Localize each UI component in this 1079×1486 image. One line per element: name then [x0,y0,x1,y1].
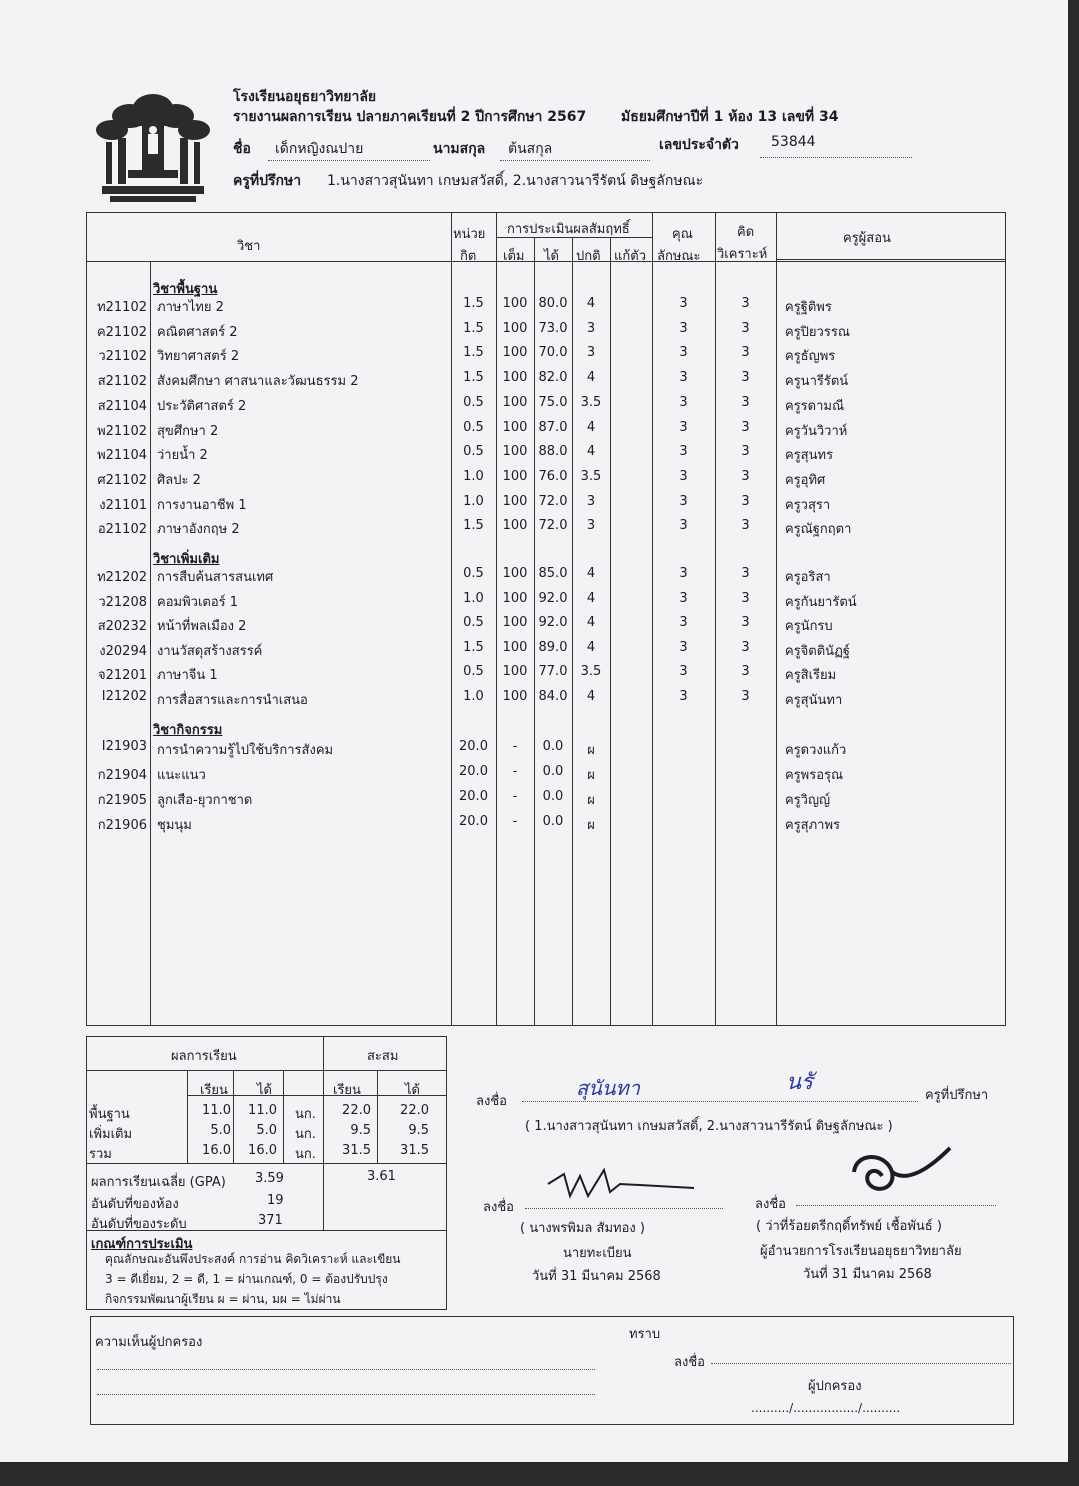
teacher: ครูวสุรา [785,497,831,513]
header-normal: ปกติ [576,249,601,264]
summary-row [87,1123,446,1143]
subject-name: ภาษาอังกฤษ 2 [157,522,240,538]
full-score: 100 [502,639,528,655]
director-role: ผู้อำนวยการโรงเรียนอยุธยาวิทยาลัย [760,1244,962,1259]
rank-room-label: อันดับที่ของห้อง [91,1197,179,1212]
summary-label: พื้นฐาน [89,1107,130,1122]
report-title: รายงานผลการเรียน ปลายภาคเรียนที่ 2 ปีการศึกษา 2567 [233,109,587,125]
teacher: ครูนารีรัตน์ [785,374,849,390]
student-name: เด็กหญิงณปาย [275,141,364,157]
table-row [87,494,1005,514]
parent-role: ผู้ปกครอง [808,1379,862,1394]
characteristic: 3 [679,320,688,336]
teacher: ครูอุทิศ [785,472,826,488]
teacher: ครูสิเรียม [785,668,837,684]
subject-code: ท21102 [97,300,147,315]
grade: 4 [586,566,596,581]
summary-unit: นก. [295,1127,316,1142]
score: 73.0 [538,320,568,336]
analytical-thinking: 3 [741,493,750,509]
table-row [87,444,1005,464]
subject-code: ว21102 [98,349,147,365]
header-teacher: ครูผู้สอน [843,231,891,246]
summary-got: 5.0 [256,1123,277,1138]
score: 0.0 [542,814,564,829]
characteristic: 3 [679,345,688,361]
subject-name: ภาษาไทย 2 [157,300,224,315]
characteristic: 3 [679,689,688,704]
characteristic: 3 [679,664,688,680]
summary-got-header: ได้ [257,1083,272,1098]
credit: 0.5 [463,444,484,460]
parent-date: ........../................./.......... [751,1401,901,1415]
credit: 1.5 [463,639,484,655]
header-unit-2: กิต [460,249,477,264]
score: 92.0 [538,615,568,631]
subject-name: ว่ายน้ำ 2 [157,448,208,464]
full-score: 100 [502,566,528,581]
parent-ack: ทราบ [629,1327,661,1342]
teacher: ครูสุภาพร [785,818,841,833]
school-name: โรงเรียนอยุธยาวิทยาลัย [233,89,377,105]
registrar-date: วันที่ 31 มีนาคม 2568 [532,1269,661,1284]
subject-name: การสื่อสารและการนำเสนอ [157,693,308,708]
registrar-sign-label: ลงชื่อ [483,1200,514,1215]
characteristic: 3 [679,493,688,509]
table-row [87,566,1005,586]
teacher: ครูสุนันทา [785,693,843,708]
summary-acc-got-header: ได้ [405,1083,420,1098]
advisor-sign-label: ลงชื่อ [476,1094,507,1109]
teacher: ครูธัญพร [785,349,836,365]
score: 76.0 [538,468,568,484]
summary-acc-study: 22.0 [342,1103,371,1118]
table-row [87,345,1005,365]
teacher: ครูพรอรุณ [785,768,844,783]
criteria-title: เกณฑ์การประเมิน [91,1237,193,1252]
subject-name: หน้าที่พลเมือง 2 [157,619,247,635]
summary-result-header: ผลการเรียน [171,1049,237,1064]
grade: 4 [586,590,596,606]
advisor-signature-2: นรั [786,1070,813,1095]
table-row [87,689,1005,709]
score: 92.0 [538,590,568,606]
summary-acc-got: 22.0 [400,1103,429,1118]
summary-acc-got: 9.5 [408,1123,429,1138]
full-score: 100 [502,615,528,631]
subject-code: I21202 [101,689,147,704]
header-think-1: คิด [737,225,755,240]
grade: 3 [586,345,596,361]
grade: 4 [586,370,596,386]
subject-name: ศิลปะ 2 [157,472,201,488]
score: 77.0 [538,664,568,680]
header-full: เต็ม [503,249,525,264]
criteria-line-3: กิจกรรมพัฒนาผู้เรียน ผ = ผ่าน, มผ = ไม่ผ่าน [105,1292,341,1306]
director-sign-label: ลงชื่อ [755,1197,786,1212]
teacher: ครูวันวิวาห์ [785,423,848,439]
parent-comment-box [90,1316,1014,1425]
credit: 1.5 [463,320,484,336]
section-extra: วิชาเพิ่มเติม [153,552,220,567]
school-logo-icon [92,86,214,208]
analytical-thinking: 3 [741,444,750,460]
criteria-line-1: คุณลักษณะอันพึงประสงค์ การอ่าน คิดวิเคราะห์ และเขียน [105,1252,401,1266]
registrar-name: ( นางพรพิมล สัมทอง ) [520,1221,645,1236]
summary-study: 16.0 [202,1143,231,1158]
table-row [87,739,1005,759]
grade: 4 [586,615,596,631]
score: 80.0 [538,296,568,311]
score: 75.0 [538,394,568,410]
subject-code: ง21101 [99,497,147,513]
header-subject: วิชา [237,239,261,254]
subject-code: อ21102 [97,522,147,538]
score: 82.0 [538,370,568,386]
credit: 0.5 [463,566,484,581]
summary-study-header: เรียน [200,1083,228,1098]
grade: 4 [586,296,596,311]
subject-name: การนำความรู้ไปใช้บริการสังคม [157,743,334,758]
characteristic: 3 [679,444,688,460]
table-row [87,640,1005,660]
score: 84.0 [538,689,568,704]
teacher: ครูปิยวรรณ [785,324,850,340]
student-id: 53844 [771,134,816,150]
grade: ผ [587,818,595,833]
subject-name: ประวัติศาสตร์ 2 [157,398,247,414]
summary-unit: นก. [295,1147,316,1162]
analytical-thinking: 3 [741,320,750,336]
full-score: 100 [502,370,528,386]
credit: 20.0 [459,814,488,829]
characteristic: 3 [679,639,688,655]
subject-name: งานวัสดุสร้างสรรค์ [157,643,263,659]
score: 87.0 [538,419,568,435]
subject-code: ส21104 [97,398,147,414]
header-char-2: ลักษณะ [657,249,701,264]
advisor-signature-names: ( 1.นางสาวสุนันทา เกษมสวัสดิ์, 2.นางสาวนารีรัตน์ ดิษฐลักษณะ ) [525,1119,893,1134]
teacher: ครูกันยารัตน์ [785,594,857,610]
credit: 0.5 [463,615,484,631]
grade: 3.5 [580,664,602,680]
table-row [87,420,1005,440]
analytical-thinking: 3 [741,345,750,361]
table-row [87,664,1005,684]
subject-code: ศ21102 [97,472,147,488]
registrar-signature-icon [544,1162,704,1206]
characteristic: 3 [679,566,688,581]
score: 88.0 [538,444,568,460]
analytical-thinking: 3 [741,639,750,655]
summary-study: 5.0 [210,1123,231,1138]
teacher: ครูรดามณี [785,398,845,414]
full-score: 100 [502,518,528,534]
student-surname: ต้นสกุล [508,141,553,157]
header-fix: แก้ตัว [614,249,646,264]
full-score: 100 [502,689,528,704]
credit: 1.5 [463,296,484,311]
summary-accum-header: สะสม [367,1049,399,1064]
credit: 1.0 [463,590,484,606]
subject-code: พ21102 [97,423,147,439]
director-signature-icon [846,1142,966,1204]
full-score: 100 [502,590,528,606]
full-score: 100 [502,444,528,460]
subject-name: ภาษาจีน 1 [157,668,218,684]
grade: 4 [586,639,596,655]
characteristic: 3 [679,468,688,484]
full-score: - [512,739,518,754]
credit: 1.0 [463,493,484,509]
teacher: ครูอริสา [785,570,831,585]
subject-name: แนะแนว [157,768,206,783]
credit: 1.0 [463,468,484,484]
parent-sign-label: ลงชื่อ [674,1355,705,1370]
teacher: ครูณัฐกฤตา [785,522,852,538]
grade: ผ [587,768,595,783]
full-score: 100 [502,493,528,509]
teacher: ครูจิตตินัฏฐ์ [785,643,850,659]
full-score: - [512,814,518,829]
full-score: 100 [502,468,528,484]
summary-acc-got: 31.5 [400,1143,429,1158]
analytical-thinking: 3 [741,518,750,534]
teacher: ครูวิญญ์ [785,793,831,808]
summary-acc-study-header: เรียน [333,1083,361,1098]
subject-name: คณิตศาสตร์ 2 [157,324,238,340]
table-row [87,370,1005,390]
grade: 3.5 [580,394,602,410]
advisor-names: 1.นางสาวสุนันทา เกษมสวัสดิ์, 2.นางสาวนารีรัตน์ ดิษฐลักษณะ [327,173,704,189]
teacher: ครูสุนทร [785,448,834,464]
subject-name: ชุมนุม [157,818,192,833]
analytical-thinking: 3 [741,664,750,680]
analytical-thinking: 3 [741,468,750,484]
summary-box [86,1036,447,1310]
subject-name: การสืบค้นสารสนเทศ [157,570,274,585]
characteristic: 3 [679,370,688,386]
credit: 20.0 [459,764,488,779]
full-score: 100 [502,394,528,410]
header-char-1: คุณ [672,227,693,242]
registrar-role: นายทะเบียน [563,1246,632,1261]
subject-code: ง20294 [99,643,147,659]
subject-name: วิทยาศาสตร์ 2 [157,349,240,365]
subject-code: ก21906 [97,818,147,833]
grades-table [86,212,1006,1026]
parent-comment-label: ความเห็นผู้ปกครอง [95,1335,203,1350]
full-score: 100 [502,320,528,336]
analytical-thinking: 3 [741,394,750,410]
gpa-label: ผลการเรียนเฉลี่ย (GPA) [91,1175,226,1190]
score: 0.0 [542,739,564,754]
subject-code: ค21102 [96,324,147,340]
table-row [87,395,1005,415]
teacher: ครูดวงแก้ว [785,743,847,758]
rank-room-value: 19 [267,1193,284,1208]
credit: 0.5 [463,419,484,435]
table-row [87,321,1005,341]
credit: 1.0 [463,689,484,704]
analytical-thinking: 3 [741,419,750,435]
summary-acc-study: 9.5 [350,1123,371,1138]
characteristic: 3 [679,615,688,631]
summary-row [87,1143,446,1163]
analytical-thinking: 3 [741,566,750,581]
credit: 1.5 [463,370,484,386]
criteria-line-2: 3 = ดีเยี่ยม, 2 = ดี, 1 = ผ่านเกณฑ์, 0 = ต้องปรับปรุง [105,1272,388,1286]
credit: 0.5 [463,394,484,410]
advisor-signature-1: สุนันทา [576,1076,640,1100]
score: 72.0 [538,493,568,509]
subject-code: ว21208 [98,594,147,610]
id-label: เลขประจำตัว [659,137,739,153]
table-row [87,296,1005,316]
characteristic: 3 [679,296,688,311]
score: 0.0 [542,789,564,804]
full-score: 100 [502,419,528,435]
summary-acc-study: 31.5 [342,1143,371,1158]
advisor-label: ครูที่ปรึกษา [233,173,302,189]
score: 0.0 [542,764,564,779]
subject-code: จ21201 [98,668,147,684]
full-score: - [512,764,518,779]
full-score: 100 [502,664,528,680]
analytical-thinking: 3 [741,296,750,311]
score: 85.0 [538,566,568,581]
grade: 3 [586,320,596,336]
analytical-thinking: 3 [741,590,750,606]
grade: ผ [587,793,595,808]
summary-got: 11.0 [248,1103,277,1118]
subject-code: ส20232 [97,619,147,635]
score: 89.0 [538,639,568,655]
class-info: มัธยมศึกษาปีที่ 1 ห้อง 13 เลขที่ 34 [621,109,839,125]
credit: 0.5 [463,664,484,680]
table-row [87,591,1005,611]
subject-code: I21903 [101,739,147,754]
full-score: 100 [502,345,528,361]
section-basic: วิชาพื้นฐาน [153,282,218,297]
subject-code: พ21104 [97,448,147,464]
full-score: - [512,789,518,804]
credit: 20.0 [459,789,488,804]
subject-name: ลูกเสือ-ยุวกาชาด [157,793,253,808]
header-assessment: การประเมินผลสัมฤทธิ์ [507,222,630,237]
characteristic: 3 [679,419,688,435]
teacher: ครูฐิติพร [785,300,832,315]
table-row [87,469,1005,489]
subject-code: ท21202 [97,570,147,585]
name-label: ชื่อ [233,141,251,157]
advisor-role: ครูที่ปรึกษา [925,1088,989,1103]
grade: 3 [586,493,596,509]
grade: 4 [586,419,596,435]
header-unit-1: หน่วย [453,227,486,242]
full-score: 100 [502,296,528,311]
analytical-thinking: 3 [741,370,750,386]
analytical-thinking: 3 [741,689,750,704]
grade: 4 [586,689,596,704]
subject-code: ส21102 [97,374,147,390]
summary-label: เพิ่มเติม [89,1127,133,1142]
characteristic: 3 [679,518,688,534]
grade: ผ [587,743,595,758]
table-row [87,789,1005,809]
teacher: ครูนักรบ [785,619,833,635]
table-row [87,814,1005,834]
gpa-value: 3.59 [255,1171,284,1186]
gpa-accum-value: 3.61 [367,1169,396,1184]
table-row [87,615,1005,635]
credit: 1.5 [463,518,484,534]
surname-label: นามสกุล [433,141,486,157]
director-name: ( ว่าที่ร้อยตรีกฤดิ์ทรัพย์ เชื้อพันธ์ ) [756,1219,942,1234]
rank-level-label: อันดับที่ของระดับ [91,1217,187,1232]
summary-label: รวม [89,1147,112,1162]
table-row [87,764,1005,784]
grade: 4 [586,444,596,460]
table-row [87,518,1005,538]
summary-study: 11.0 [202,1103,231,1118]
subject-name: สุขศึกษา 2 [157,423,219,439]
credit: 1.5 [463,345,484,361]
characteristic: 3 [679,590,688,606]
subject-name: คอมพิวเตอร์ 1 [157,594,239,610]
summary-got: 16.0 [248,1143,277,1158]
section-activity: วิชากิจกรรม [153,723,223,738]
header-think-2: วิเคราะห์ [717,247,768,262]
score: 70.0 [538,345,568,361]
analytical-thinking: 3 [741,615,750,631]
characteristic: 3 [679,394,688,410]
subject-code: ก21905 [97,793,147,808]
credit: 20.0 [459,739,488,754]
score: 72.0 [538,518,568,534]
summary-unit: นก. [295,1107,316,1122]
grade: 3 [586,518,596,534]
summary-row [87,1103,446,1123]
grade: 3.5 [580,468,602,484]
subject-name: การงานอาชีพ 1 [157,497,247,513]
director-date: วันที่ 31 มีนาคม 2568 [803,1267,932,1282]
subject-code: ก21904 [97,768,147,783]
subject-name: สังคมศึกษา ศาสนาและวัฒนธรรม 2 [157,374,359,390]
header-got: ได้ [544,249,559,264]
rank-level-value: 371 [258,1213,283,1228]
